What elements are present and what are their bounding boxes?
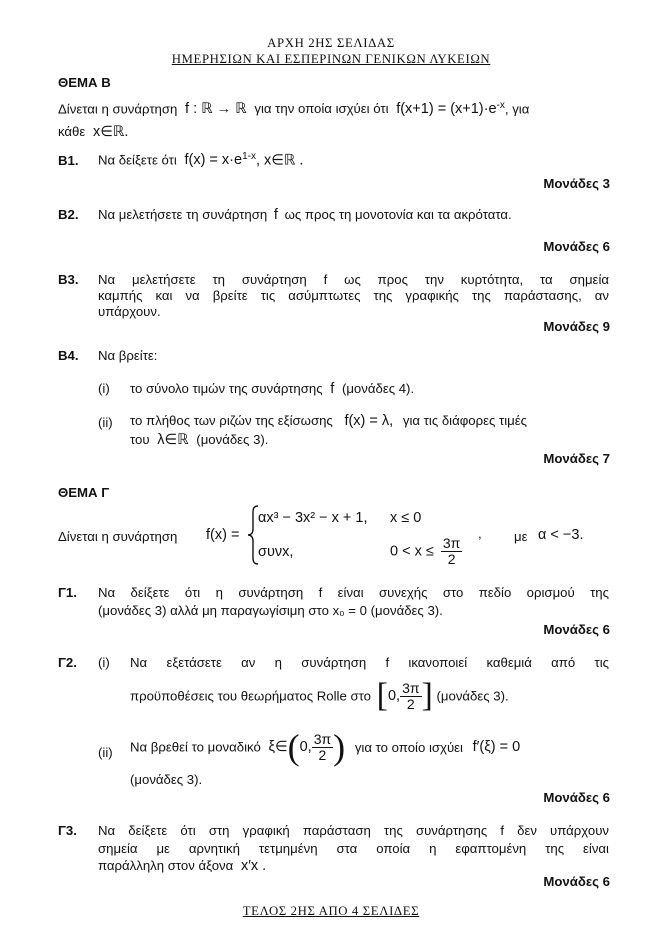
b4-label: Β4. [58, 348, 79, 363]
b4-ii-formula: f(x) = λ, [344, 413, 394, 429]
g2-i-label: (i) [98, 655, 110, 670]
g1-line1: Να δείξετε ότι η συνάρτηση f είναι συνεχής στο πεδίο ορισμού της [98, 585, 609, 600]
b1-points: Μονάδες 3 [543, 176, 610, 191]
g1-label: Γ1. [58, 585, 77, 600]
g2-label: Γ2. [58, 655, 77, 670]
case2-cond-text: 0 < x ≤ [390, 543, 434, 560]
b4-ii-line2-end: (μονάδες 3). [196, 432, 269, 447]
b2-statement: Να μελετήσετε τη συνάρτηση [98, 207, 268, 222]
case2-fraction [441, 536, 462, 567]
g3-axis: x′x . [240, 858, 267, 874]
right-paren-icon: ) [333, 727, 346, 767]
b2-label: Β2. [58, 207, 79, 222]
b3-line1: Να μελετήσετε τη συνάρτηση f ως προς την κυρτότητα, τα σημεία [98, 272, 609, 287]
intro-line2-text: κάθε [58, 124, 86, 139]
b4-i-label: (i) [98, 381, 110, 396]
left-paren-icon: ( [287, 727, 300, 767]
b1-domain: , x∈ℝ . [255, 152, 304, 169]
g1-line2: (μονάδες 3) αλλά μη παραγωγίσιμη στο x₀ = 0 (μονάδες 3). [98, 603, 443, 618]
intro-text2: για την οποία ισχύει ότι [254, 101, 389, 117]
b3-line2: καμπής και να βρείτε τις ασύμπτωτες της γραφικής της παράστασης, αν [98, 288, 609, 303]
g2-points: Μονάδες 6 [543, 790, 610, 805]
page-header-subtitle: ΗΜΕΡΗΣΙΩΝ ΚΑΙ ΕΣΠΕΡΙΝΩΝ ΓΕΝΙΚΩΝ ΛΥΚΕΙΩΝ [171, 52, 491, 66]
case2-den: 2 [447, 551, 456, 567]
param-cond: α < −3. [538, 527, 584, 543]
g2-ii-fraction [312, 732, 333, 763]
intro-line2-math: x∈ℝ. [92, 124, 129, 140]
intro-map: f : ℝ → ℝ [185, 101, 247, 118]
g2-i-end: (μονάδες 3). [436, 688, 509, 704]
g2-ii-formula: f′(ξ) = 0 [472, 739, 521, 755]
g3-line1: Να δείξετε ότι στη γραφική παράσταση της συνάρτησης f δεν υπάρχουν [98, 823, 609, 838]
b4-points: Μονάδες 7 [543, 451, 610, 466]
b1-statement: Να δείξετε ότι [98, 152, 177, 168]
case2-cond [390, 536, 462, 567]
b2-text [98, 207, 512, 223]
g2-ii-xi: ξ∈ [268, 739, 288, 755]
g2-i-interval-start: 0, [387, 688, 401, 704]
intro-formula: f(x+1) = (x+1)·e [396, 101, 497, 118]
g2-ii-text: Να βρεθεί το μοναδικό [130, 739, 261, 755]
thema-g-intro-text: Δίνεται η συνάρτηση [58, 529, 178, 544]
g2-i-fraction [400, 681, 421, 712]
g1-points: Μονάδες 6 [543, 622, 610, 637]
b4-ii-line2-text: του [130, 432, 150, 447]
page-footer: ΤΕΛΟΣ 2ΗΣ ΑΠΟ 4 ΣΕΛΙΔΕΣ [242, 904, 420, 918]
b4-ii-line2 [130, 432, 268, 448]
b4-i-statement: το σύνολο τιμών της συνάρτησης [130, 381, 323, 396]
b4-i-end: (μονάδες 4). [341, 381, 415, 396]
g3-label: Γ3. [58, 823, 77, 838]
g2-ii-line1 [130, 726, 520, 768]
g2-i-line2 [130, 677, 509, 715]
b2-statement2: ως προς τη μονοτονία και τα ακρότατα. [284, 207, 512, 222]
intro-end: , για [504, 101, 530, 117]
left-bracket-icon: [ [376, 677, 388, 714]
section-title-thema-g: ΘΕΜΑ Γ [58, 485, 110, 500]
b4-i-text [130, 381, 414, 397]
b4-text: Να βρείτε: [98, 348, 158, 363]
b2-points: Μονάδες 6 [543, 239, 610, 254]
page-header-top: ΑΡΧΗ 2ΗΣ ΣΕΛΙΔΑΣ [267, 36, 395, 50]
g2-ii-text2: για το οποίο ισχύει [354, 739, 463, 755]
g2-ii-interval-start: 0, [299, 739, 312, 755]
g2-i-den: 2 [406, 695, 415, 712]
thema-b-intro-line2 [58, 124, 128, 140]
case2-expr: συνx, [258, 544, 294, 560]
b1-label: Β1. [58, 153, 79, 168]
b4-ii-text [130, 413, 527, 429]
section-title-thema-b: ΘΕΜΑ Β [58, 75, 111, 90]
g2-i-num: 3π [402, 679, 420, 696]
b3-label: Β3. [58, 272, 79, 287]
case-comma: , [478, 526, 482, 541]
g3-line2: σημεία με αρνητική τετμημένη στα οποία η εφαπτομένη της είναι [98, 841, 609, 856]
b1-text [98, 151, 303, 168]
case1-cond: x ≤ 0 [390, 510, 422, 526]
thema-g-fx: f(x) = [206, 527, 240, 543]
b1-formula: f(x) = x·e [184, 152, 243, 169]
case1-expr: αx³ − 3x² − x + 1, [258, 510, 368, 526]
b2-f: f [273, 207, 278, 223]
b1-exp: 1-x [242, 151, 256, 162]
b3-points: Μονάδες 9 [543, 319, 610, 334]
intro-text: Δίνεται η συνάρτηση [58, 101, 178, 117]
intro-exp: -x [496, 100, 505, 111]
g2-i-line1: Να εξετάσετε αν η συνάρτηση f ικανοποιεί καθεμιά από τις [130, 655, 609, 670]
g2-ii-label: (ii) [98, 745, 113, 760]
case2-num: 3π [442, 535, 461, 551]
b4-ii-statement: το πλήθος των ριζών της εξίσωσης [130, 413, 333, 428]
param-text: με [514, 529, 528, 544]
g3-points: Μονάδες 6 [543, 874, 610, 889]
g3-line3-text: παράλληλη στον άξονα [98, 858, 234, 873]
g2-ii-line2: (μονάδες 3). [130, 772, 203, 787]
b4-ii-label: (ii) [98, 415, 113, 430]
b4-ii-lambda: λ∈ℝ [157, 432, 189, 448]
g2-ii-num: 3π [313, 730, 332, 747]
g3-line3 [98, 858, 266, 874]
b3-line3: υπάρχουν. [98, 304, 161, 319]
right-bracket-icon: ] [421, 677, 433, 714]
g2-i-rolle-text: προϋποθέσεις του θεωρήματος Rolle στο [130, 688, 371, 704]
thema-b-intro [58, 100, 529, 117]
b4-ii-end: για τις διάφορες τιμές [402, 413, 527, 428]
b4-i-f: f [330, 381, 335, 397]
g2-ii-den: 2 [318, 746, 327, 763]
